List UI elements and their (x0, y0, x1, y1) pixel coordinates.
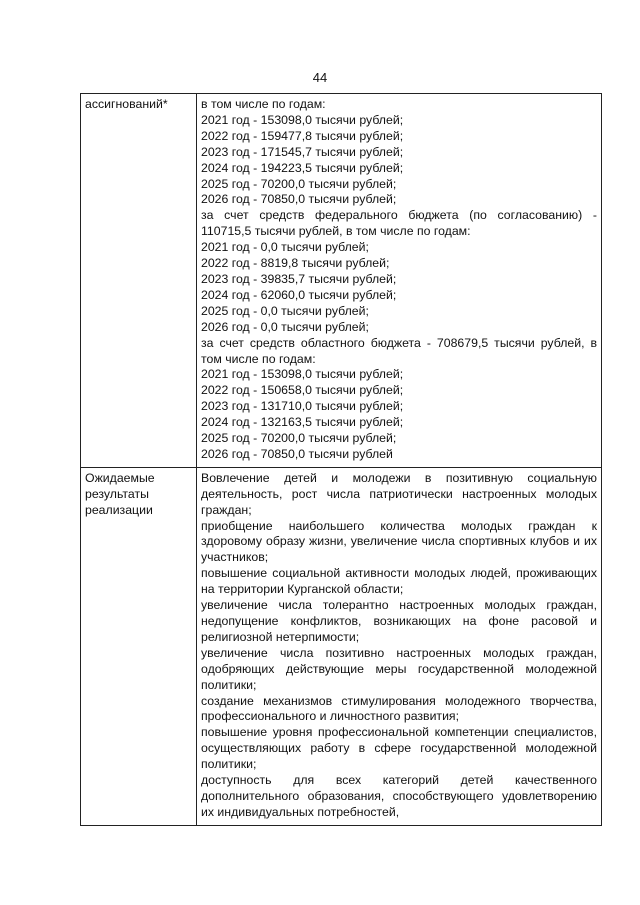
content-line: 2022 год - 159477,8 тысячи рублей; (201, 128, 404, 143)
content-line: 2024 год - 62060,0 тысячи рублей; (201, 287, 397, 302)
content-line: 2025 год - 70200,0 тысячи рублей; (201, 176, 397, 191)
content-line: 2026 год - 0,0 тысячи рублей; (201, 319, 369, 334)
program-passport-table (80, 93, 602, 826)
content-line: 2024 год - 194223,5 тысячи рублей; (201, 160, 404, 175)
content-line: 2022 год - 150658,0 тысячи рублей; (201, 383, 404, 398)
content-line: за счет средств областного бюджета - 708679,5 тысячи рублей, в том числе по годам: (201, 335, 597, 366)
content-paragraph: создание механизмов стимулирования молодежного творчества, профессионального и личностного развития; (201, 693, 597, 724)
content-line: 2025 год - 0,0 тысячи рублей; (201, 303, 369, 318)
table-row (81, 467, 602, 825)
content-line: 2021 год - 153098,0 тысячи рублей; (201, 112, 404, 127)
row-label: Ожидаемые результаты реализации (85, 470, 155, 517)
content-line: 2026 год - 70850,0 тысячи рублей; (201, 192, 397, 207)
content-line: 2021 год - 153098,0 тысячи рублей; (201, 367, 404, 382)
row-label-cell (81, 467, 197, 825)
table-row (81, 94, 602, 468)
content-line: 2025 год - 70200,0 тысячи рублей; (201, 431, 397, 446)
content-line: 2023 год - 131710,0 тысячи рублей; (201, 399, 404, 414)
content-paragraph: Вовлечение детей и молодежи в позитивную социальную деятельность, рост числа патриотически настроенных молодых граждан; (201, 470, 597, 517)
content-line: в том числе по годам: (201, 97, 326, 111)
row-label-cell (81, 94, 197, 468)
content-paragraph: повышение уровня профессиональной компетенции специалистов, осуществляющих работу в сфере государственной молодежной политики; (201, 725, 597, 772)
row-content-cell (197, 467, 602, 825)
content-line: 2024 год - 132163,5 тысячи рублей; (201, 415, 404, 430)
content-line: 2023 год - 39835,7 тысячи рублей; (201, 271, 397, 286)
content-line: за счет средств федерального бюджета (по согласованию) - 110715,5 тысячи рублей, в том числе по годам: (201, 208, 597, 239)
content-line: 2023 год - 171545,7 тысячи рублей; (201, 144, 404, 159)
content-paragraph: доступность для всех категорий детей качественного дополнительного образования, способствующего удовлетворению их индивидуальных потребностей, (201, 773, 597, 819)
content-paragraph: увеличение числа позитивно настроенных молодых граждан, одобряющих действующие меры государственной молодежной политики; (201, 645, 597, 692)
row-label: ассигнований* (85, 97, 168, 111)
page-number: 44 (312, 70, 328, 85)
content-paragraph: увеличение числа толерантно настроенных молодых граждан, недопущение конфликтов, возникающих на фоне расовой и религиозной нетерпимости; (201, 598, 597, 644)
row-content-cell (197, 94, 602, 468)
content-paragraph: повышение социальной активности молодых людей, проживающих на территории Курганской области; (201, 566, 597, 597)
content-paragraph: приобщение наибольшего количества молодых граждан к здоровому образу жизни, увеличение числа спортивных клубов и их участников; (201, 518, 597, 565)
content-line: 2021 год - 0,0 тысячи рублей; (201, 240, 369, 255)
content-line: 2026 год - 70850,0 тысячи рублей (201, 446, 393, 461)
content-line: 2022 год - 8819,8 тысячи рублей; (201, 256, 390, 271)
